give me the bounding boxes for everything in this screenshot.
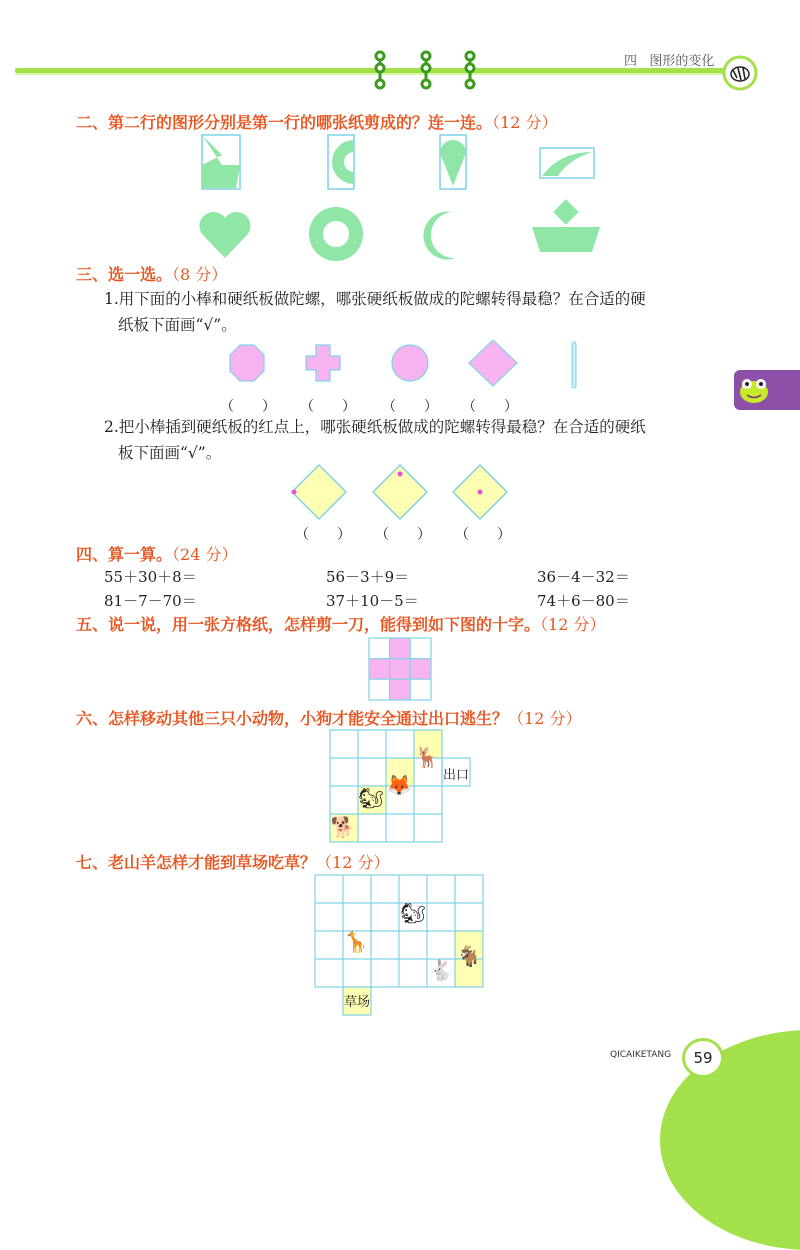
heart-shape: [199, 212, 250, 258]
paper-2: [328, 135, 354, 189]
diamond-card: [469, 340, 517, 386]
q3-title: [76, 262, 227, 285]
binder-rings: [370, 48, 480, 90]
calc-r2-c1[interactable]: 81－7－70＝: [104, 592, 197, 610]
q7-title: [76, 850, 389, 873]
octagon-card: [230, 345, 264, 381]
q3-p1-line2: 纸板下面画“√”。: [118, 316, 237, 334]
q2-title-text: 二、第二行的图形分别是第一行的哪张纸剪成的？连一连。: [76, 113, 493, 132]
q3-p2-line2: 板下面画“√”。: [118, 444, 222, 462]
calc-r1-c2[interactable]: 56－3＋9＝: [326, 568, 410, 586]
q3-p2-answer-2[interactable]: （ ）: [375, 527, 431, 543]
q5-title: [76, 612, 605, 635]
q5-title-text: 五、说一说，用一张方格纸，怎样剪一刀，能得到如下图的十字。: [76, 615, 541, 634]
chapter-number: 四: [624, 54, 638, 69]
calc-r1-c3[interactable]: 36－4－32＝: [537, 568, 630, 586]
giraffe-icon: 🦒: [343, 930, 369, 954]
squirrel-icon: 🐿: [358, 786, 384, 810]
q3-p2-line1: 2.把小棒插到硬纸板的红点上，哪张硬纸板做成的陀螺转得最稳？在合适的硬纸: [104, 418, 646, 436]
chapter-label: [624, 50, 714, 69]
q5-points: （12 分）: [540, 615, 606, 634]
circle-card: [392, 345, 428, 381]
page-number-badge: [682, 1038, 724, 1078]
calc-r1-c1[interactable]: 55＋30＋8＝: [104, 568, 197, 586]
fox-icon: 🦊: [386, 773, 412, 797]
crescent-shape: [423, 212, 456, 260]
q4-title-text: 四、算一算。: [76, 545, 173, 564]
paper-3: [440, 135, 466, 189]
diamond-card-b: [373, 465, 427, 519]
q3-tops: [220, 340, 590, 392]
q6-title-text: 六、怎样移动其他三只小动物，小狗才能安全通过出口逃生？: [76, 709, 509, 728]
diamond-card-c: [453, 465, 507, 519]
q3-points: （8 分）: [172, 265, 228, 284]
cross-grid: [368, 637, 432, 701]
ring-shape: [316, 214, 356, 254]
red-dot: [398, 472, 403, 477]
calc-r2-c2[interactable]: 37＋10－5＝: [326, 592, 419, 610]
boat-shape: [532, 199, 600, 252]
q3-p1-answer-4[interactable]: （ ）: [462, 399, 518, 415]
dog-icon: 🐕: [330, 815, 356, 839]
q6-title: [76, 706, 581, 729]
red-dot: [292, 490, 297, 495]
red-dot: [478, 490, 483, 495]
stick: [572, 342, 576, 388]
q2-points: （12 分）: [492, 113, 558, 132]
q6-points: （12 分）: [508, 709, 582, 728]
exit-label: 出口: [443, 768, 470, 783]
rabbit-icon: 🐇: [428, 958, 454, 982]
page-number: 59: [693, 1049, 713, 1067]
q7-points: （12 分）: [316, 853, 390, 872]
calc-r2-c3[interactable]: 74＋6－80＝: [537, 592, 630, 610]
q4-title: [76, 542, 237, 565]
paper-4: [540, 148, 594, 178]
footer-green-arc: [660, 1030, 800, 1250]
q2-shapes: [190, 130, 610, 265]
q7-title-text: 七、老山羊怎样才能到草场吃草？: [76, 853, 317, 872]
diamond-card-a: [292, 465, 347, 519]
zebra-badge-icon: [722, 55, 758, 91]
q3-p2-answer-3[interactable]: （ ）: [455, 527, 511, 543]
q3-p1-answer-3[interactable]: （ ）: [382, 399, 438, 415]
goat-icon: 🐐: [456, 944, 482, 968]
paper-1: [202, 135, 240, 189]
q3-diamonds: [285, 462, 515, 522]
q3-p1-answer-2[interactable]: （ ）: [300, 399, 356, 415]
frog-icon: [736, 372, 772, 408]
cross-card: [306, 345, 340, 381]
footer-brand: QICAIKETANG: [610, 1050, 672, 1060]
chapter-title: 图形的变化: [649, 54, 715, 69]
q3-p1-answer-1[interactable]: （ ）: [220, 399, 276, 415]
q3-p2-answer-1[interactable]: （ ）: [295, 527, 351, 543]
deer-icon: 🦌: [414, 745, 440, 769]
q3-p1-line1: 1.用下面的小棒和硬纸板做陀螺，哪张硬纸板做成的陀螺转得最稳？在合适的硬: [104, 290, 646, 308]
q4-points: （24 分）: [172, 545, 238, 564]
q3-title-text: 三、选一选。: [76, 265, 173, 284]
squirrel-icon: 🐿: [400, 901, 426, 925]
grass-label: 草场: [344, 995, 371, 1010]
